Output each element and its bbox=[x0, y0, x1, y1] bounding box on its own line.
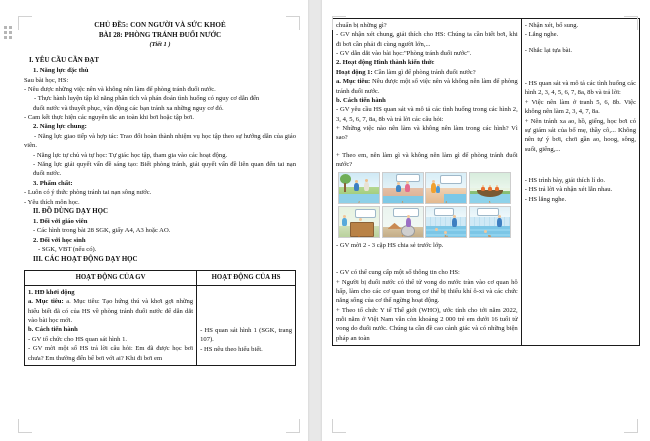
section-heading-nang-luc-dac-thu: 1. Năng lực đặc thù bbox=[33, 67, 89, 75]
gv-line-nhung-viec-nao: + Những việc nào nên làm và không nên làm trong các hình? Vì sao? bbox=[336, 124, 518, 142]
child-body bbox=[436, 186, 440, 193]
picture-label: 8a bbox=[444, 233, 448, 238]
gv-line-chuan-bi: chuẩn bị những gì? bbox=[336, 22, 387, 29]
picture-label: 8b bbox=[488, 233, 492, 238]
doc-title-tiet: (Tiết 1 ) bbox=[149, 41, 171, 49]
picture-3 bbox=[382, 172, 424, 204]
text-neu-duoc: - Nêu được những việc nên và không nên làm để phòng tránh đuối nước. bbox=[24, 86, 216, 94]
picture-8b bbox=[469, 206, 511, 238]
woman-body bbox=[406, 218, 411, 227]
picture-label: 4 bbox=[445, 200, 447, 205]
cell-gv-content bbox=[25, 285, 197, 365]
doc-title-line-1: CHỦ ĐỀ5: CON NGƯỜI VÀ SỨC KHOẺ bbox=[94, 21, 226, 29]
picture-8a bbox=[425, 206, 467, 238]
child-body bbox=[342, 218, 347, 226]
activity-table-left bbox=[24, 270, 296, 366]
grip-dot bbox=[9, 36, 12, 39]
col-header-hs: HOẠT ĐỘNG CỦA HS bbox=[197, 271, 296, 286]
picture-2 bbox=[338, 172, 380, 204]
child-body-2 bbox=[405, 184, 410, 192]
picture-4 bbox=[425, 172, 467, 204]
picture-5 bbox=[469, 172, 511, 204]
gv-line-yeu-cau-quan-sat: - GV yêu cầu HS quan sát và mô tả các tình huống trong các hình 2, 3, 4, 5, 6, 7, 8a, 8b và trả lời các câu hỏi: bbox=[336, 106, 518, 123]
crop-mark-bottom-left bbox=[18, 419, 32, 433]
section-heading-pham-chat: 3. Phẩm chất: bbox=[33, 179, 73, 187]
hs-line-neu-hieu-biet: - HS nêu theo hiểu biết. bbox=[200, 345, 263, 353]
text-thuc-hanh: - Thực hành luyện tập kĩ năng phân tích và phán đoán tình huống có nguy cơ dẫn đến bbox=[34, 95, 260, 103]
gv-line-hinh-thanh-kien-thuc: 2. Hoạt động Hình thành kiến thức bbox=[336, 59, 435, 67]
grip-dot bbox=[4, 31, 7, 34]
col-header-gv: HOẠT ĐỘNG CỦA GV bbox=[25, 271, 197, 286]
hs-line-tra-loi-nhan-xet: - HS trả lời và nhận xét lẫn nhau. bbox=[524, 186, 613, 194]
gv-line-dan-dat: - GV dẫn dắt vào bài học:"Phòng tránh đuối nước". bbox=[336, 50, 472, 58]
hs-line-nhac-lai-tua-bai: - Nhắc lại tựa bài. bbox=[524, 46, 573, 54]
grip-dot bbox=[4, 26, 7, 29]
hs-line-lang-nghe: - Lắng nghe. bbox=[524, 31, 559, 39]
child-body-2 bbox=[364, 182, 369, 191]
crop-mark-bottom-right bbox=[624, 419, 638, 433]
gv-line-moi-hs: - GV mời một số HS trả lời câu hỏi: Em đã được học bơi chưa? Em thường đến bể bơi với ai? Khi đi bơi em bbox=[28, 345, 194, 362]
page-left bbox=[0, 0, 308, 441]
person-lifevest bbox=[481, 187, 485, 191]
text-sau-bai-hoc: Sau bài học, HS: bbox=[24, 76, 69, 84]
gv-line-hd-khoi-dong: 1. HĐ khởi động bbox=[28, 288, 75, 296]
picture-label: 6 bbox=[358, 233, 360, 238]
gv-line-muc-tieu-2: a. Mục tiêu: Nêu được một số việc nên và không nên làm để phòng tránh đuối nước. bbox=[336, 78, 518, 95]
section-heading-yeu-cau: I. YÊU CẦU CẦN ĐẠT bbox=[29, 57, 99, 65]
page-right bbox=[322, 0, 650, 441]
grip-dot bbox=[9, 31, 12, 34]
gv-line-theo-em: + Theo em, nên làm gì và không nên làm gì để phòng tránh đuối nước? bbox=[336, 151, 518, 169]
gv-line-cach-tien-hanh-2: b. Cách tiến hành bbox=[336, 96, 386, 104]
picture-grid bbox=[338, 172, 511, 238]
grip-dot bbox=[9, 26, 12, 29]
gv-line-muc-tieu: a. Mục tiêu: a. Mục tiêu: Tạo hứng thú và khơi gợi những hiểu biết đã có của HS về phòng tránh đuối nước để dẫn dắt vào bài học mới. bbox=[28, 298, 194, 325]
table-row bbox=[25, 285, 296, 365]
table-header-row bbox=[25, 271, 296, 286]
gv-muc-tieu-text: a. Mục tiêu: Tạo hứng thú và khơi gợi những hiểu biết đã có của HS về phòng tránh đuối nước để dẫn dắt vào bài học mới. bbox=[28, 298, 194, 325]
picture-6 bbox=[338, 206, 380, 238]
hs-line-viec-nen-lam: + Việc nên làm ở tranh 5, 6, 8b. Việc không nên làm 2, 3, 4, 7, 8a. bbox=[524, 98, 636, 116]
person-lifevest-3 bbox=[495, 187, 499, 191]
picture-label: 3 bbox=[401, 200, 404, 205]
text-nang-luc-giai-quyet: - Năng lực giải quyết vấn đề sáng tạo: Biết phòng tránh, giải quyết vấn đề liên quan đến tai nạn đuối nước. bbox=[33, 161, 296, 178]
text-nang-luc-tu-chu: - Năng lực tự chủ và tự học: Tự giác học tập, tham gia vào các hoạt động. bbox=[33, 151, 228, 159]
gv-line-moi-2-3-cap: - GV mời 2 - 3 cặp HS chia sẻ trước lớp. bbox=[336, 241, 444, 249]
activity-table-right bbox=[332, 18, 640, 346]
hs-line-quan-sat: - HS quan sát hình 1 (SGK, trang 107). bbox=[200, 326, 292, 344]
text-cac-hinh-sgk: - Các hình trong bài 28 SGK, giấy A4, A3 hoặc AO. bbox=[33, 227, 171, 235]
left-rail bbox=[0, 0, 14, 441]
table-row bbox=[333, 19, 640, 346]
speech-bubble bbox=[393, 208, 419, 217]
speech-bubble bbox=[440, 175, 462, 184]
hs-line-nhan-xet: - Nhận xét, bổ sung. bbox=[524, 22, 579, 29]
text-yeu-thich-mon-hoc: - Yêu thích môn học. bbox=[24, 198, 80, 206]
crop-mark-bottom-right bbox=[286, 419, 300, 433]
picture-label: 7 bbox=[401, 233, 404, 238]
page-right-body bbox=[332, 6, 640, 346]
section-heading-cac-hoat-dong: III. CÁC HOẠT ĐỘNG DẠY HỌC bbox=[33, 255, 138, 263]
gv-line-cung-cap-thong-tin: - GV có thể cung cấp một số thông tin cho HS: bbox=[336, 269, 460, 277]
text-cam-ket: - Cam kết thực hiện các nguyên tắc an toàn khi bơi hoặc tập bơi. bbox=[24, 114, 195, 122]
speech-bubble bbox=[355, 209, 376, 218]
grip-dot bbox=[4, 36, 7, 39]
section-heading-doi-voi-gv: 1. Đối với giáo viên bbox=[33, 217, 88, 225]
child-body bbox=[396, 185, 401, 192]
instructor-body bbox=[452, 218, 457, 227]
gv-line-nhan-xet-chung: - GV nhận xét chung, giải thích cho HS: Chúng ta cần biết bơi, khi đi bơi cần phải đi cùng người lớn,... bbox=[336, 31, 518, 48]
hs-line-quan-sat-mo-ta: - HS quan sát và mô tả các tình huống các hình 2, 3, 4, 5, 6, 7, 8a, 8b và trả lời: bbox=[524, 80, 636, 97]
grid-drag-handle-icon[interactable] bbox=[4, 26, 12, 39]
picture-label: 2 bbox=[358, 200, 360, 205]
doc-title-line-2: BÀI 28: PHÒNG TRÁNH ĐUỐI NƯỚC bbox=[98, 31, 222, 40]
person-lifevest-2 bbox=[488, 187, 492, 191]
tree-trunk bbox=[344, 183, 346, 192]
text-luon-co-y-thuc: - Luôn có ý thức phòng tránh tai nạn sông nước. bbox=[24, 189, 152, 197]
child-head-2 bbox=[359, 218, 362, 221]
hs-line-lang-nghe-2: - HS lắng nghe. bbox=[524, 195, 567, 203]
cell-hs-content bbox=[521, 19, 639, 346]
gv-line-to-chuc: - GV tổ chức cho HS quan sát hình 1. bbox=[28, 335, 128, 343]
gv-line-who: + Theo tổ chức Y tế Thế giới (WHO), ước tính cho tới năm 2022, mỗi năm ở Việt Nam vẫn còn khoảng 2 000 trẻ em dưới 16 tuổi tử vong do đuối nước. Chúng ta cần đề cao cảnh giác và có những biện pháp an toàn bbox=[336, 306, 518, 342]
instructor-body bbox=[497, 218, 502, 227]
text-duoi-nuoc-thuyet-phuc: đuối nước và thuyết phục, vận động các bạn tránh xa những nguy cơ đó. bbox=[33, 104, 224, 112]
picture-7 bbox=[382, 206, 424, 238]
pool bbox=[444, 194, 466, 204]
crop-mark-bottom-left bbox=[332, 419, 346, 433]
gv-line-cach-tien-hanh: b. Cách tiến hành bbox=[28, 326, 78, 334]
text-sgk-vbt: - SGK, VBT (nếu có). bbox=[38, 246, 97, 254]
page-gutter bbox=[308, 0, 322, 441]
gv-muc-tieu-2-text: Nêu được một số việc nên và không nên làm để phòng tránh đuối nước. bbox=[336, 78, 518, 95]
section-heading-nang-luc-chung: 2. Năng lực chung: bbox=[33, 123, 87, 131]
gv-line-nguoi-bi-duoi-nuoc: + Người bị đuối nước có thể tử vong do nước tràn vào cơ quan hô hấp, làm cho các cơ quan trong cơ thể bị thiếu khí ô-xi và các chức năng sống của cơ thể ngừng hoạt động. bbox=[336, 278, 518, 305]
speech-bubble bbox=[477, 208, 499, 216]
section-heading-doi-voi-hs: 2. Đối với học sinh bbox=[33, 236, 86, 244]
cell-hs-content bbox=[197, 285, 296, 365]
gv-hoat-dong-1-label: Cần làm gì để phòng tránh đuối nước? bbox=[374, 68, 476, 76]
speech-bubble bbox=[434, 208, 454, 216]
gv-line-hoat-dong-1: Hoạt động 1: Cần làm gì để phòng tránh đuối nước? bbox=[336, 68, 476, 76]
section-heading-do-dung: II. ĐỒ DÙNG DẠY HỌC bbox=[33, 208, 108, 215]
swimmer-head bbox=[435, 228, 438, 231]
water-barrel bbox=[350, 222, 374, 237]
cell-gv-content bbox=[333, 19, 522, 346]
text-nang-luc-giao-tiep: - Năng lực giao tiếp và hợp tác: Trao đổi hoàn thành nhiệm vụ học tập theo sự hướng dẫn của giáo viên. bbox=[24, 132, 296, 150]
page-left-body bbox=[24, 6, 296, 366]
picture-label: 5 bbox=[488, 200, 491, 205]
hs-line-nen-tranh-xa: + Nên tránh xa ao, hồ, giếng, học bơi có sự giám sát của bố mẹ, thầy cô,... Không nên tự ý bơi, chơi gần ao, hoog, sông, suối, giếng,... bbox=[524, 117, 636, 153]
child-body bbox=[354, 183, 359, 191]
hs-line-trinh-bay: - HS trình bày, giải thích lí do. bbox=[524, 176, 606, 184]
